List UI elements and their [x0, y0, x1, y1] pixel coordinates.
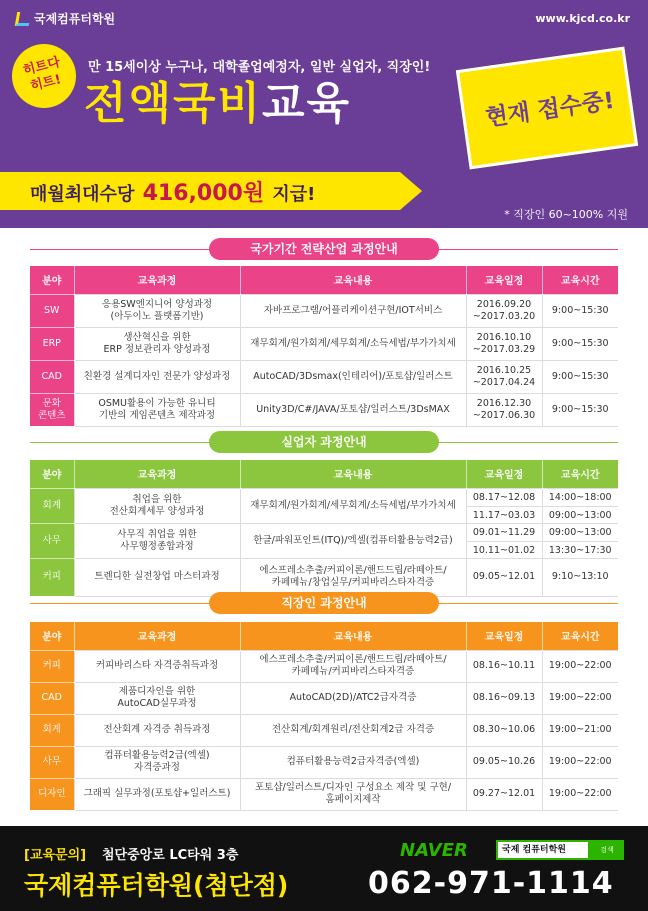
phone-number[interactable]: 062-971-1114 [368, 866, 614, 901]
content-cell: 에스프레소추출/커피이론/핸드드립/라떼아트/ 카페메뉴/커피바리스타자격증 [240, 650, 466, 682]
content-cell: 한글/파워포인트(ITQ)/엑셀(컴퓨터활용능력2급) [240, 523, 466, 558]
course-cell: 그래픽 실무과정(포토샵+일러스트) [74, 778, 240, 810]
time-cell: 19:00~22:00 [542, 778, 618, 810]
course-cell: 트렌디한 실전창업 마스터과정 [74, 558, 240, 596]
table-row [30, 778, 618, 810]
course-cell: 제품디자인을 위한 AutoCAD실무과정 [74, 682, 240, 714]
table-row [30, 746, 618, 778]
table-row [30, 294, 618, 327]
column-header: 교육과정 [74, 622, 240, 650]
course-cell: 커피바리스타 자격증취득과정 [74, 650, 240, 682]
website-url[interactable]: www.kjcd.co.kr [535, 12, 630, 25]
time-cell [542, 488, 618, 523]
course-cell: 사무직 취업을 위한 사무행정종합과정 [74, 523, 240, 558]
column-header: 분야 [30, 266, 74, 294]
time-cell: 9:00~15:30 [542, 393, 618, 426]
section-title-employed: 직장인 과정안내 [209, 592, 439, 614]
column-header: 교육과정 [74, 460, 240, 488]
course-cell: 응용SW엔지니어 양성과정 (아두이노 플랫폼기반) [74, 294, 240, 327]
time-cell [542, 523, 618, 558]
schedule-slot: 08.17~12.08 [472, 491, 536, 503]
course-cell: 취업을 위한 전산회계세무 양성과정 [74, 488, 240, 523]
category-cell: ERP [30, 327, 74, 360]
category-cell: CAD [30, 360, 74, 393]
time-cell: 9:00~15:30 [542, 360, 618, 393]
category-cell: 회계 [30, 714, 74, 746]
time-cell: 19:00~22:00 [542, 650, 618, 682]
now-open-card [456, 47, 638, 170]
content-cell: 재무회계/원가회계/세무회계/소득세법/부가가치세 [240, 488, 466, 523]
hit-badge-line1: 히트다 [21, 54, 62, 79]
contact-footer [0, 826, 648, 911]
inquiry-label: [교육문의] [24, 848, 87, 863]
address-text: 첨단중앙로 LC타워 3층 [102, 848, 239, 863]
hero-banner [0, 0, 648, 228]
table-row [30, 650, 618, 682]
logo-mark-icon [15, 12, 31, 26]
category-cell: 사무 [30, 746, 74, 778]
course-cell: OSMU활용이 가능한 유니티 기반의 게임콘텐츠 제작과정 [74, 393, 240, 426]
schedule-cell [466, 523, 542, 558]
schedule-cell: 2016.09.20 ~2017.03.20 [466, 294, 542, 327]
time-cell: 19:00~22:00 [542, 746, 618, 778]
content-cell: 전산회계/회계원리/전산회계2급 자격증 [240, 714, 466, 746]
table-row [30, 523, 618, 558]
hit-badge [5, 37, 83, 115]
schedule-cell: 2016.10.10 ~2017.03.29 [466, 327, 542, 360]
content-cell: 에스프레소추출/커피이론/핸드드립/라떼아트/ 카페메뉴/창업실무/커피바리스타자격증 [240, 558, 466, 596]
column-header: 교육과정 [74, 266, 240, 294]
content-cell: 포토샵/일러스트/디자인 구성요소 제작 및 구현/ 홈페이지제작 [240, 778, 466, 810]
time-slot: 09:00~13:00 [548, 526, 612, 538]
column-header: 교육시간 [542, 622, 618, 650]
academy-logo[interactable] [16, 10, 115, 27]
category-cell: 디자인 [30, 778, 74, 810]
time-cell: 19:00~21:00 [542, 714, 618, 746]
column-header: 교육시간 [542, 266, 618, 294]
column-header: 분야 [30, 460, 74, 488]
column-header: 교육일정 [466, 460, 542, 488]
naver-logo: NAVER [400, 840, 468, 861]
time-cell: 9:00~15:30 [542, 294, 618, 327]
national-course-table [30, 266, 618, 427]
employed-course-table [30, 622, 618, 811]
main-title-part1: 전액국비 [84, 78, 263, 129]
schedule-slot: 10.11~01.02 [467, 541, 542, 558]
schedule-slot: 11.17~03.03 [467, 506, 542, 523]
naver-search-button[interactable]: 검색 [590, 840, 624, 860]
schedule-cell: 2016.12.30 ~2017.06.30 [466, 393, 542, 426]
main-title-part2: 교육 [262, 78, 352, 129]
time-cell: 9:00~15:30 [542, 327, 618, 360]
schedule-slot: 09.01~11.29 [472, 526, 536, 538]
schedule-cell: 2016.10.25 ~2017.04.24 [466, 360, 542, 393]
hit-badge-line2: 히트! [28, 72, 63, 95]
course-cell: 전산회계 자격증 취득과정 [74, 714, 240, 746]
category-cell: 사무 [30, 523, 74, 558]
table-header-row [30, 460, 618, 488]
content-cell: 자바프로그램/어플리케이션구현/IOT서비스 [240, 294, 466, 327]
course-cell: 친환경 설계디자인 전문가 양성과정 [74, 360, 240, 393]
academy-branch-name: 국제컴퓨터학원(첨단점) [24, 871, 289, 900]
table-header-row [30, 266, 618, 294]
allowance-text [30, 176, 315, 207]
course-cell: 컴퓨터활용능력2급(엑셀) 자격증과정 [74, 746, 240, 778]
time-slot: 13:30~17:30 [543, 541, 619, 558]
column-header: 교육일정 [466, 622, 542, 650]
section-title-national: 국가기간 전략산업 과정안내 [209, 238, 439, 260]
table-row [30, 714, 618, 746]
content-cell: 컴퓨터활용능력2급자격증(엑셀) [240, 746, 466, 778]
category-cell: SW [30, 294, 74, 327]
allowance-prefix: 매월최대수당 [30, 184, 135, 205]
naver-search-input[interactable]: 국제 컴퓨터학원 [496, 840, 590, 860]
allowance-amount: 416,000원 [142, 181, 265, 206]
schedule-cell: 09.27~12.01 [466, 778, 542, 810]
time-cell: 19:00~22:00 [542, 682, 618, 714]
unemployed-course-table [30, 460, 618, 597]
category-cell: 회계 [30, 488, 74, 523]
schedule-cell: 09.05~10.26 [466, 746, 542, 778]
content-cell: AutoCAD(2D)/ATC2급자격증 [240, 682, 466, 714]
table-row [30, 393, 618, 426]
schedule-cell: 09.05~12.01 [466, 558, 542, 596]
section-title-unemployed: 실업자 과정안내 [209, 431, 439, 453]
category-cell: 문화 콘텐츠 [30, 393, 74, 426]
allowance-ribbon [0, 172, 400, 210]
table-header-row [30, 622, 618, 650]
table-row [30, 558, 618, 596]
column-header: 교육내용 [240, 622, 466, 650]
category-cell: 커피 [30, 558, 74, 596]
table-row [30, 682, 618, 714]
main-title [84, 76, 351, 132]
schedule-cell: 08.16~10.11 [466, 650, 542, 682]
content-cell: AutoCAD/3Dsmax(인테리어)/포토샵/일러스트 [240, 360, 466, 393]
time-slot: 09:00~13:00 [543, 506, 619, 523]
schedule-cell [466, 488, 542, 523]
logo-text: 국제컴퓨터학원 [34, 12, 116, 26]
time-slot: 14:00~18:00 [548, 491, 612, 503]
eligibility-text: 만 15세이상 누구나, 대학졸업예정자, 일반 실업자, 직장인! [88, 60, 431, 75]
content-cell: Unity3D/C#/JAVA/포토샵/일러스트/3DsMAX [240, 393, 466, 426]
column-header: 교육내용 [240, 460, 466, 488]
content-cell: 재무회계/원가회계/세무회계/소득세법/부가가치세 [240, 327, 466, 360]
time-cell: 9:10~13:10 [542, 558, 618, 596]
category-cell: 커피 [30, 650, 74, 682]
schedule-cell: 08.30~10.06 [466, 714, 542, 746]
column-header: 교육내용 [240, 266, 466, 294]
schedule-cell: 08.16~09.13 [466, 682, 542, 714]
table-row [30, 360, 618, 393]
column-header: 분야 [30, 622, 74, 650]
course-cell: 생산혁신을 위한 ERP 정보관리자 양성과정 [74, 327, 240, 360]
support-note: * 직장인 60~100% 지원 [504, 208, 628, 221]
table-row [30, 488, 618, 523]
now-open-text: 현재 접수중! [484, 87, 617, 132]
column-header: 교육시간 [542, 460, 618, 488]
category-cell: CAD [30, 682, 74, 714]
table-row [30, 327, 618, 360]
column-header: 교육일정 [466, 266, 542, 294]
allowance-suffix: 지급! [272, 184, 316, 205]
